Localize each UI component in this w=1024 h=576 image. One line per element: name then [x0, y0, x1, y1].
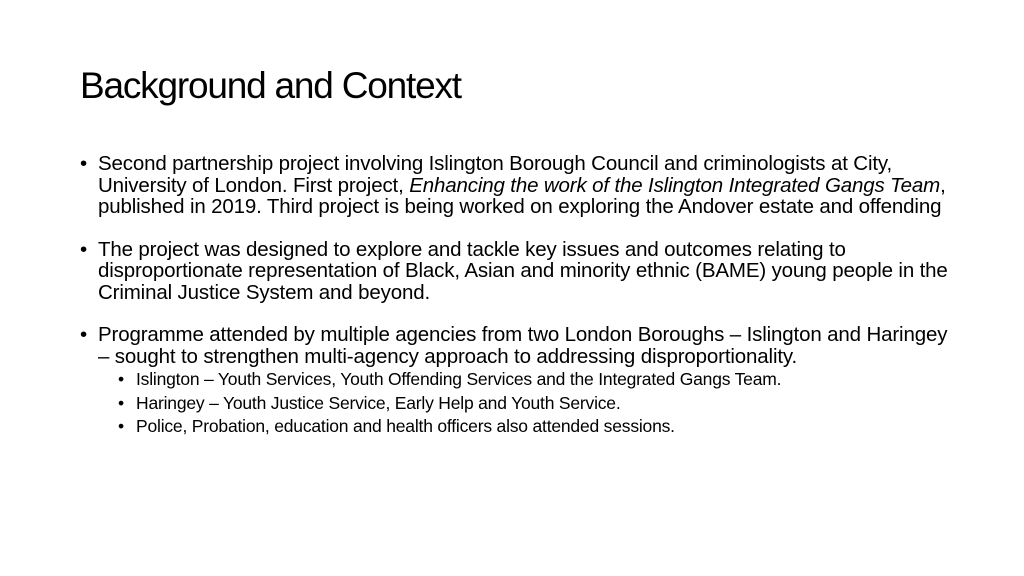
bullet-text: Programme attended by multiple agencies from two London Boroughs – Islington and Haringey – sought to strengthen multi-agency approach to addressing disproportionality.	[98, 323, 948, 368]
bullet-item-2	[80, 239, 960, 304]
sub-bullet-item-1	[80, 368, 960, 392]
bullet-item-3	[80, 324, 960, 367]
sub-bullet-text: Haringey – Youth Justice Service, Early Help and Youth Service.	[136, 392, 621, 413]
sub-bullet-dot: •	[118, 416, 124, 436]
bullet-text-part: , published in 2019. Third project is being worked on exploring the Andover estate and offending	[98, 173, 946, 218]
bullet-dot: •	[80, 237, 88, 261]
sub-bullet-dot: •	[118, 392, 124, 413]
sub-bullet-item-2	[80, 392, 960, 416]
bullet-dot: •	[80, 152, 88, 175]
bullet-dot: •	[80, 323, 88, 346]
bullet-item-1	[80, 153, 960, 218]
bullet-text: The project was designed to explore and tackle key issues and outcomes relating to disproportionate representation of Black, Asian and minority ethnic (BAME) young people in the Criminal Justice System and beyond.	[98, 237, 948, 304]
bullet-text-part: Second partnership project involving Islington Borough Council and criminologists at City, University of London. First project,	[98, 152, 893, 197]
slide-title: Background and Context	[80, 65, 461, 106]
sub-bullet-item-3	[80, 415, 960, 439]
project-title-italic: Enhancing the work of the Islington Integrated Gangs Team	[409, 173, 941, 197]
slide-body	[80, 153, 960, 439]
sub-bullet-text: Islington – Youth Services, Youth Offending Services and the Integrated Gangs Team.	[136, 369, 782, 389]
sub-bullet-dot: •	[118, 369, 124, 389]
sub-bullet-text: Police, Probation, education and health officers also attended sessions.	[136, 416, 675, 436]
